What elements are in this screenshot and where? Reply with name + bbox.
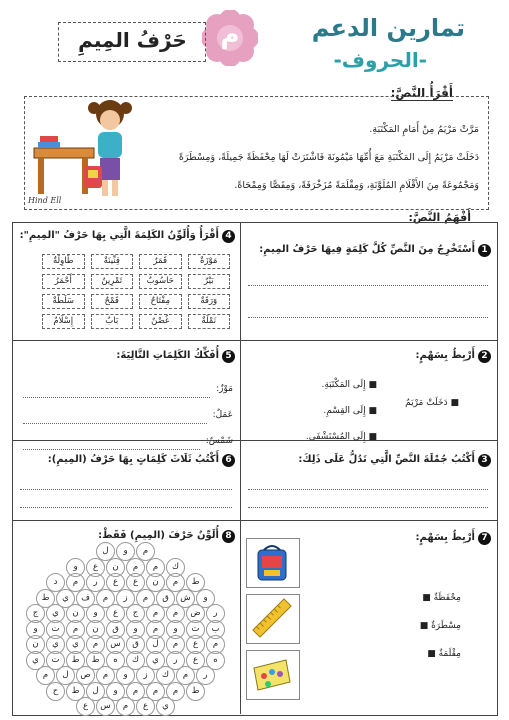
exercise-4-text: أَقْرَأُ وَأُلَوِّنُ الكَلِمَةَ الَّتِي بِهَا حَرْفُ "المِيمِ":: [19, 230, 219, 241]
exercise-3-text: أَكْتُبُ جُمْلَةَ النَّصِّ الَّتِي تَدُلُّ عَلَى ذَلِكَ:: [298, 454, 475, 465]
letter-circle[interactable]: ل: [146, 635, 165, 654]
letter-circle[interactable]: ر: [86, 573, 105, 592]
grid-divider-3: [12, 520, 497, 521]
ruler-icon: [250, 596, 294, 640]
letter-circle[interactable]: ي: [26, 651, 45, 670]
letter-circle[interactable]: ت: [46, 651, 65, 670]
letter-circle[interactable]: م: [166, 682, 185, 701]
bullet-icon: ■: [427, 649, 436, 659]
ex4-word[interactable]: طَاوِلَةٌ: [42, 254, 85, 269]
letter-circle[interactable]: و: [86, 604, 105, 623]
letter-circle[interactable]: س: [96, 697, 115, 716]
read-line-3: وَمَجْمُوعَةً مِنَ الأَقْلَامِ المُلَوَّنَةِ، وَمِقْلَمَةً مُزَخْرَفَةً، وَمِقَصًّا وَمِمْحَاةً.: [234, 180, 479, 191]
letter-circle[interactable]: د: [46, 573, 65, 592]
letter-circle[interactable]: ط: [36, 589, 55, 608]
ex4-word[interactable]: تَمْرِينٌ: [91, 274, 134, 289]
letter-circle[interactable]: س: [106, 635, 125, 654]
letter-circle[interactable]: و: [126, 620, 145, 639]
ex8-letter-circles: [14, 540, 238, 712]
letter-circle[interactable]: م: [146, 604, 165, 623]
exercise-4-label: [20, 230, 235, 243]
ex4-word[interactable]: بَيْرٌ: [188, 274, 231, 289]
badge-letter: م: [220, 20, 240, 50]
ex4-word[interactable]: قَمْحٌ: [91, 294, 134, 309]
letter-circle[interactable]: ع: [186, 635, 205, 654]
letter-circle[interactable]: م: [126, 558, 145, 577]
letter-circle[interactable]: ص: [76, 666, 95, 685]
ex5-word: شَمْسٌ:: [205, 436, 233, 446]
ex7-word-text: مِحْفَظَةٌ: [433, 593, 461, 603]
exercise-8-number: 8: [222, 530, 235, 543]
ex3-answer-line-2[interactable]: [248, 506, 488, 508]
letter-circle[interactable]: ه: [106, 651, 125, 670]
letter-circle[interactable]: م: [146, 620, 165, 639]
exercise-5-label: [116, 350, 235, 363]
exercise-2-number: 2: [478, 350, 491, 363]
ex2-option-text: إِلَى المَكْتَبَةِ.: [321, 380, 366, 390]
letter-circle[interactable]: ع: [106, 604, 125, 623]
ex5-answer-line[interactable]: [23, 396, 210, 398]
letter-circle[interactable]: و: [106, 682, 125, 701]
letter-circle[interactable]: م: [86, 635, 105, 654]
letter-circle[interactable]: ق: [106, 620, 125, 639]
ex7-word[interactable]: [420, 612, 461, 640]
grid-divider-1: [12, 340, 497, 341]
read-text: [149, 116, 479, 200]
ex6-answer-line-2[interactable]: [20, 506, 232, 508]
letter-circle[interactable]: و: [116, 542, 135, 561]
letter-circle[interactable]: و: [166, 620, 185, 639]
pencil-case-icon: [250, 652, 294, 696]
letter-circle[interactable]: ن: [106, 558, 125, 577]
bullet-icon: ■: [422, 593, 431, 603]
ex4-word[interactable]: بَابٌ: [91, 314, 134, 329]
letter-circle[interactable]: ط: [66, 651, 85, 670]
letter-circle[interactable]: ن: [146, 573, 165, 592]
exercise-7-label: [415, 532, 491, 545]
letter-circle[interactable]: م: [146, 558, 165, 577]
ex5-word: عَمَلٌ:: [212, 410, 233, 420]
understand-heading: أَفْهَمُ النَّصَّ:: [405, 211, 476, 224]
exercise-3-number: 3: [478, 454, 491, 467]
letter-circle[interactable]: ق: [156, 589, 175, 608]
letter-circle[interactable]: م: [176, 666, 195, 685]
ex4-word[interactable]: قَمَرٌ: [139, 254, 182, 269]
ex4-word[interactable]: نَمْلَةٌ: [188, 314, 231, 329]
letter-circle[interactable]: م: [166, 635, 185, 654]
ex5-words: [23, 376, 233, 454]
ex7-word-text: مِقْلَمَةٌ: [438, 649, 461, 659]
letter-circle[interactable]: ح: [46, 682, 65, 701]
letter-title: حَرْفُ المِيمِ: [78, 28, 187, 52]
exercise-3-label: [298, 454, 491, 467]
ex6-answer-line-1[interactable]: [20, 488, 232, 490]
ex7-word[interactable]: [420, 584, 461, 612]
worksheet-title: تمارين الدعم: [311, 14, 465, 42]
letter-circle[interactable]: ط: [86, 651, 105, 670]
letter-circle[interactable]: ف: [76, 589, 95, 608]
letter-circle[interactable]: ي: [56, 589, 75, 608]
letter-circle[interactable]: ق: [126, 635, 145, 654]
ex5-answer-line[interactable]: [23, 422, 207, 424]
letter-circle[interactable]: ش: [176, 589, 195, 608]
ex2-option[interactable]: [306, 372, 377, 398]
bullet-icon: ■: [365, 432, 377, 442]
ex2-option-text: إِلَى المُسْتَشْفَى.: [305, 432, 366, 442]
exercise-7-text: أَرْبِطُ بِسَهْمٍ:: [415, 532, 475, 543]
exercise-5-text: أُفَكِّكُ الكَلِمَاتِ التَّالِيَةَ:: [116, 350, 219, 361]
ex5-answer-line[interactable]: [23, 448, 200, 450]
letter-circle[interactable]: و: [26, 620, 45, 639]
letter-circle[interactable]: ر: [196, 666, 215, 685]
letter-circle[interactable]: ل: [96, 542, 115, 561]
bullet-icon: ■: [365, 380, 377, 390]
exercise-8-text: أُلَوِّنُ حَرْفَ (المِيمِ) فَقَطْ:: [98, 530, 219, 541]
exercise-1-text: أَسْتَخْرِجُ مِنَ النَّصِّ كُلَّ كَلِمَةٍ فِيهَا حَرْفُ المِيمِ:: [259, 244, 475, 255]
ex4-word[interactable]: مَوْزَةٌ: [188, 254, 231, 269]
letter-circle[interactable]: ي: [156, 697, 175, 716]
ex2-left-text: دَخَلَتْ مَرْيَمُ: [405, 398, 448, 408]
ex4-word[interactable]: قِنِّينَةٌ: [91, 254, 134, 269]
letter-circle[interactable]: ع: [136, 697, 155, 716]
letter-circle[interactable]: ت: [186, 620, 205, 639]
letter-circle[interactable]: م: [136, 542, 155, 561]
letter-circle[interactable]: ط: [186, 682, 205, 701]
letter-circle[interactable]: م: [116, 697, 135, 716]
ex4-word-grid: [42, 254, 230, 329]
letter-circle[interactable]: ي: [46, 635, 65, 654]
ex7-word-text: مِسْطَرَةٌ: [431, 621, 461, 631]
schoolbag-icon: [250, 540, 294, 584]
letter-circle[interactable]: م: [166, 573, 185, 592]
exercise-6-text: أَكْتُبُ ثَلَاثَ كَلِمَاتٍ بِهَا حَرْفُ (المِيمِ):: [47, 454, 219, 465]
letter-circle[interactable]: م: [66, 620, 85, 639]
letter-circle[interactable]: ن: [26, 635, 45, 654]
ex4-word[interactable]: مِفْتَاحٌ: [139, 294, 182, 309]
worksheet-subtitle: -الحروف-: [333, 48, 427, 72]
letter-circle[interactable]: ل: [56, 666, 75, 685]
ex4-word[interactable]: وَرَقَةٌ: [188, 294, 231, 309]
exercise-4-number: 4: [222, 230, 235, 243]
letter-circle[interactable]: م: [166, 604, 185, 623]
letter-circle[interactable]: ه: [206, 651, 225, 670]
exercise-6-number: 6: [222, 454, 235, 467]
ex4-word[interactable]: غُصْنٌ: [139, 314, 182, 329]
letter-circle[interactable]: ط: [66, 682, 85, 701]
ex2-left-phrase: [405, 398, 459, 408]
grid-divider-vertical: [240, 222, 241, 714]
letter-circle[interactable]: م: [136, 589, 155, 608]
read-line-2: دَخَلَتْ مَرْيَمُ إِلَى المَكْتَبَةِ مَعَ أُمِّهَا مَيْمُونَةَ فَاشْتَرَتْ لَهَا مِحْفَظَةً جَمِيلَةً، وَمِسْطَرَةً: [178, 152, 479, 163]
letter-circle[interactable]: ت: [46, 620, 65, 639]
read-line-1: مَرَّتْ مَرْيَمُ مِنْ أَمَامِ المَكْتَبَةِ.: [369, 124, 479, 135]
ex4-word[interactable]: سَلَطَةٌ: [42, 294, 85, 309]
ex2-option[interactable]: [306, 398, 377, 424]
letter-circle[interactable]: م: [206, 635, 225, 654]
letter-circle[interactable]: ر: [206, 604, 225, 623]
letter-circle[interactable]: ج: [26, 604, 45, 623]
letter-circle[interactable]: ع: [186, 651, 205, 670]
letter-circle[interactable]: ن: [86, 620, 105, 639]
exercise-6-label: [48, 454, 235, 467]
exercise-2-label: [415, 350, 491, 363]
letter-circle[interactable]: و: [196, 589, 215, 608]
ex2-option-text: إِلَى القِسْمِ.: [323, 406, 366, 416]
exercise-5-number: 5: [222, 350, 235, 363]
ex7-words: [420, 584, 461, 668]
letter-circle[interactable]: م: [146, 682, 165, 701]
letter-circle[interactable]: ز: [136, 666, 155, 685]
letter-circle[interactable]: ب: [206, 620, 225, 639]
exercise-7-number: 7: [478, 532, 491, 545]
letter-circle[interactable]: ع: [126, 573, 145, 592]
ex1-answer-line-2[interactable]: [248, 316, 488, 318]
letter-circle[interactable]: م: [96, 666, 115, 685]
letter-circle[interactable]: ك: [156, 666, 175, 685]
letter-circle[interactable]: ي: [46, 604, 65, 623]
letter-circle[interactable]: ر: [166, 651, 185, 670]
ex4-word[interactable]: إِسْلَامٌ: [42, 314, 85, 329]
exercise-1-number: 1: [478, 244, 491, 257]
ex5-word: مَوْزٌ:: [216, 384, 233, 394]
ex1-answer-line-1[interactable]: [248, 284, 488, 286]
letter-circle[interactable]: و: [66, 558, 85, 577]
letter-circle[interactable]: م: [96, 589, 115, 608]
letter-circle[interactable]: ط: [186, 573, 205, 592]
letter-circle[interactable]: م: [66, 573, 85, 592]
ex4-word[interactable]: حَاسُوبٌ: [139, 274, 182, 289]
letter-circle[interactable]: ز: [116, 589, 135, 608]
read-heading: أَقْرَأُ النَّصَّ:: [390, 86, 453, 100]
artist-signature: Hind Ell: [28, 196, 62, 205]
letter-circle[interactable]: م: [36, 666, 55, 685]
bullet-icon: ■: [447, 398, 459, 408]
letter-circle[interactable]: ع: [106, 573, 125, 592]
ex4-word[interactable]: أَحْمَرُ: [42, 274, 85, 289]
ex2-option[interactable]: [306, 424, 377, 450]
letter-circle[interactable]: م: [126, 682, 145, 701]
letter-circle[interactable]: ن: [66, 604, 85, 623]
letter-circle[interactable]: ع: [86, 558, 105, 577]
letter-circle[interactable]: و: [116, 666, 135, 685]
ex3-answer-line-1[interactable]: [248, 488, 488, 490]
letter-circle[interactable]: ج: [126, 604, 145, 623]
bullet-icon: ■: [419, 621, 429, 631]
ex7-word[interactable]: [420, 640, 461, 668]
exercise-1-label: [259, 244, 491, 257]
letter-circle[interactable]: ك: [126, 651, 145, 670]
letter-circle[interactable]: ي: [146, 651, 165, 670]
letter-circle[interactable]: ع: [76, 697, 95, 716]
letter-circle[interactable]: ي: [66, 635, 85, 654]
ex2-options: [306, 372, 377, 450]
bullet-icon: ■: [365, 406, 377, 416]
letter-circle[interactable]: ل: [86, 682, 105, 701]
exercise-2-text: أَرْبِطُ بِسَهْمٍ:: [415, 350, 475, 361]
letter-circle[interactable]: ك: [166, 558, 185, 577]
letter-circle[interactable]: ض: [186, 604, 205, 623]
